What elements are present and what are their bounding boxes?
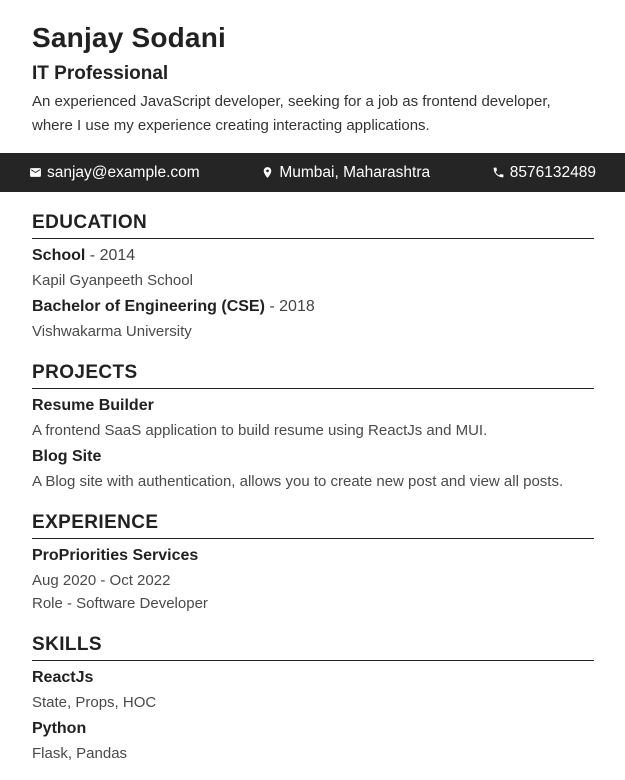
- location-pin-icon: [261, 166, 274, 179]
- contact-location: [261, 164, 430, 182]
- institution: Vishwakarma University: [32, 323, 192, 340]
- phone-icon: [492, 166, 505, 179]
- mail-icon: [29, 166, 42, 179]
- employment-period: Aug 2020 - Oct 2022: [32, 572, 171, 589]
- experience-item: [32, 545, 594, 615]
- contact-bar: [0, 153, 625, 192]
- section-heading: SKILLS: [32, 634, 594, 661]
- experience-section: [32, 512, 594, 615]
- project-item: [32, 446, 594, 493]
- company-name: ProPriorities Services: [32, 547, 199, 564]
- summary: An experienced JavaScript developer, seeking for a job as frontend developer, where I use my experience creating interacting applications.: [32, 93, 551, 134]
- contact-phone[interactable]: [492, 164, 596, 182]
- skill-name: ReactJs: [32, 669, 94, 686]
- section-heading: EDUCATION: [32, 212, 594, 239]
- institution: Kapil Gyanpeeth School: [32, 272, 193, 289]
- skill-details: Flask, Pandas: [32, 745, 128, 762]
- location-text: Mumbai, Maharashtra: [279, 163, 431, 181]
- skill-item: [32, 667, 594, 714]
- project-item: [32, 395, 594, 442]
- contact-email[interactable]: [29, 164, 200, 182]
- year: 2018: [279, 298, 315, 315]
- skills-section: [32, 634, 594, 765]
- skill-item: [32, 718, 594, 765]
- project-description: A frontend SaaS application to build resume using ReactJs and MUI.: [32, 422, 488, 439]
- job-title: IT Professional: [32, 63, 169, 84]
- section-heading: PROJECTS: [32, 362, 594, 389]
- degree: School: [32, 247, 86, 264]
- projects-section: [32, 362, 594, 493]
- year: 2014: [99, 247, 136, 264]
- project-name: Blog Site: [32, 448, 102, 465]
- degree: Bachelor of Engineering (CSE): [32, 298, 265, 315]
- email-text: sanjay@example.com: [47, 163, 200, 181]
- skill-details: State, Props, HOC: [32, 694, 157, 711]
- job-role: Role - Software Developer: [32, 595, 208, 612]
- education-item: Bachelor of Engineering (CSE) - 2018 Vishwakarma University: [32, 296, 594, 343]
- project-description: A Blog site with authentication, allows you to create new post and view all posts.: [32, 473, 564, 490]
- skill-name: Python: [32, 720, 87, 737]
- resume-content: [0, 212, 625, 765]
- education-item: School - 2014 Kapil Gyanpeeth School: [32, 245, 594, 292]
- project-name: Resume Builder: [32, 397, 154, 414]
- phone-text: 8576132489: [509, 163, 596, 181]
- resume-header: [0, 0, 625, 137]
- person-name: Sanjay Sodani: [32, 22, 226, 53]
- section-heading: EXPERIENCE: [32, 512, 594, 539]
- education-section: [32, 212, 594, 343]
